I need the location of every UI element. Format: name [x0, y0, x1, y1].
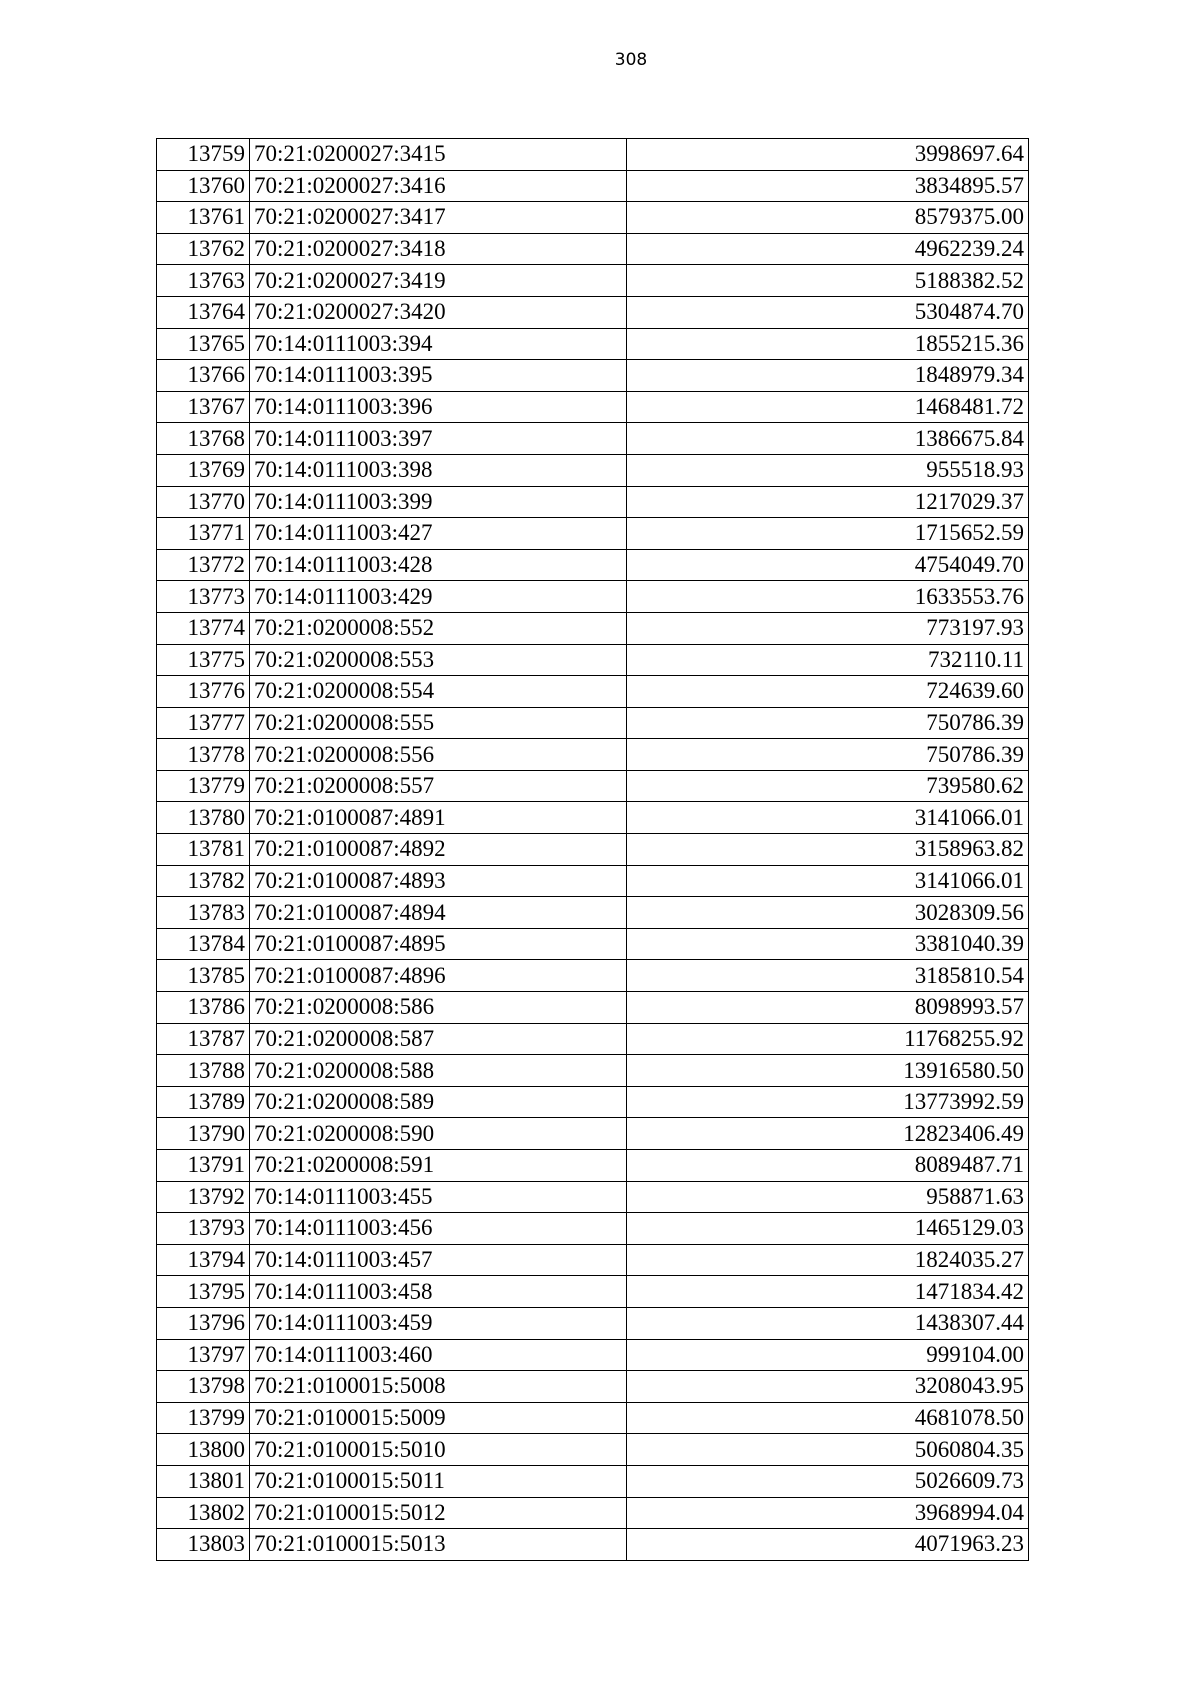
value-cell: 3834895.57 [627, 170, 1029, 202]
row-number-cell: 13776 [157, 676, 250, 708]
cadastral-number-cell: 70:14:0111003:399 [250, 486, 627, 518]
value-cell: 3208043.95 [627, 1371, 1029, 1403]
row-number-cell: 13793 [157, 1213, 250, 1245]
table-row [157, 1465, 1029, 1497]
cadastral-number-cell: 70:14:0111003:394 [250, 328, 627, 360]
cadastral-number-cell: 70:21:0200027:3420 [250, 296, 627, 328]
row-number-cell: 13785 [157, 960, 250, 992]
row-number-cell: 13762 [157, 233, 250, 265]
table-row [157, 391, 1029, 423]
cadastral-number-cell: 70:21:0100087:4893 [250, 865, 627, 897]
cadastral-number-cell: 70:21:0200008:556 [250, 739, 627, 771]
value-cell: 1438307.44 [627, 1307, 1029, 1339]
cadastral-number-cell: 70:14:0111003:456 [250, 1213, 627, 1245]
table-row [157, 1118, 1029, 1150]
row-number-cell: 13800 [157, 1434, 250, 1466]
cadastral-number-cell: 70:21:0200027:3416 [250, 170, 627, 202]
row-number-cell: 13766 [157, 360, 250, 392]
value-cell: 958871.63 [627, 1181, 1029, 1213]
table-row [157, 1150, 1029, 1182]
cadastral-number-cell: 70:21:0100015:5011 [250, 1465, 627, 1497]
row-number-cell: 13772 [157, 549, 250, 581]
value-cell: 1386675.84 [627, 423, 1029, 455]
row-number-cell: 13775 [157, 644, 250, 676]
value-cell: 1848979.34 [627, 360, 1029, 392]
row-number-cell: 13771 [157, 518, 250, 550]
row-number-cell: 13777 [157, 707, 250, 739]
cadastral-number-cell: 70:21:0200008:554 [250, 676, 627, 708]
row-number-cell: 13794 [157, 1244, 250, 1276]
row-number-cell: 13773 [157, 581, 250, 613]
table-row [157, 1497, 1029, 1529]
row-number-cell: 13770 [157, 486, 250, 518]
cadastral-number-cell: 70:14:0111003:458 [250, 1276, 627, 1308]
table-row [157, 139, 1029, 171]
value-cell: 750786.39 [627, 707, 1029, 739]
table-row [157, 1086, 1029, 1118]
table-row [157, 423, 1029, 455]
table-row [157, 770, 1029, 802]
cadastral-number-cell: 70:21:0200008:555 [250, 707, 627, 739]
value-cell: 12823406.49 [627, 1118, 1029, 1150]
value-cell: 724639.60 [627, 676, 1029, 708]
row-number-cell: 13790 [157, 1118, 250, 1150]
cadastral-number-cell: 70:21:0100015:5009 [250, 1402, 627, 1434]
data-table [156, 138, 1029, 1561]
table-row [157, 928, 1029, 960]
cadastral-number-cell: 70:21:0200008:589 [250, 1086, 627, 1118]
row-number-cell: 13779 [157, 770, 250, 802]
table-row [157, 1023, 1029, 1055]
row-number-cell: 13783 [157, 897, 250, 929]
cadastral-number-cell: 70:21:0200008:587 [250, 1023, 627, 1055]
value-cell: 13916580.50 [627, 1055, 1029, 1087]
table-row [157, 1402, 1029, 1434]
value-cell: 3141066.01 [627, 802, 1029, 834]
value-cell: 773197.93 [627, 612, 1029, 644]
table-row [157, 676, 1029, 708]
value-cell: 1715652.59 [627, 518, 1029, 550]
table-row [157, 1244, 1029, 1276]
row-number-cell: 13778 [157, 739, 250, 771]
table-row [157, 1371, 1029, 1403]
table-row [157, 296, 1029, 328]
row-number-cell: 13792 [157, 1181, 250, 1213]
table-row [157, 486, 1029, 518]
row-number-cell: 13760 [157, 170, 250, 202]
table-row [157, 1213, 1029, 1245]
cadastral-number-cell: 70:21:0200027:3417 [250, 202, 627, 234]
table-row [157, 265, 1029, 297]
value-cell: 8579375.00 [627, 202, 1029, 234]
row-number-cell: 13768 [157, 423, 250, 455]
row-number-cell: 13761 [157, 202, 250, 234]
row-number-cell: 13803 [157, 1529, 250, 1561]
table-row [157, 1339, 1029, 1371]
row-number-cell: 13801 [157, 1465, 250, 1497]
row-number-cell: 13780 [157, 802, 250, 834]
table-row [157, 897, 1029, 929]
cadastral-number-cell: 70:21:0200008:552 [250, 612, 627, 644]
value-cell: 8089487.71 [627, 1150, 1029, 1182]
value-cell: 11768255.92 [627, 1023, 1029, 1055]
value-cell: 4754049.70 [627, 549, 1029, 581]
row-number-cell: 13763 [157, 265, 250, 297]
table-row [157, 802, 1029, 834]
table-row [157, 328, 1029, 360]
value-cell: 750786.39 [627, 739, 1029, 771]
cadastral-number-cell: 70:21:0100015:5010 [250, 1434, 627, 1466]
value-cell: 5026609.73 [627, 1465, 1029, 1497]
table-row [157, 581, 1029, 613]
cadastral-number-cell: 70:14:0111003:457 [250, 1244, 627, 1276]
cadastral-number-cell: 70:14:0111003:398 [250, 454, 627, 486]
value-cell: 1468481.72 [627, 391, 1029, 423]
table-row [157, 834, 1029, 866]
row-number-cell: 13798 [157, 1371, 250, 1403]
row-number-cell: 13799 [157, 1402, 250, 1434]
table-row [157, 1434, 1029, 1466]
cadastral-number-cell: 70:14:0111003:397 [250, 423, 627, 455]
value-cell: 999104.00 [627, 1339, 1029, 1371]
row-number-cell: 13784 [157, 928, 250, 960]
cadastral-number-cell: 70:21:0200008:586 [250, 992, 627, 1024]
cadastral-number-cell: 70:14:0111003:395 [250, 360, 627, 392]
value-cell: 1471834.42 [627, 1276, 1029, 1308]
table-row [157, 1529, 1029, 1561]
table-row [157, 233, 1029, 265]
row-number-cell: 13769 [157, 454, 250, 486]
table-row [157, 960, 1029, 992]
row-number-cell: 13796 [157, 1307, 250, 1339]
table-row [157, 360, 1029, 392]
value-cell: 8098993.57 [627, 992, 1029, 1024]
row-number-cell: 13767 [157, 391, 250, 423]
table-row [157, 170, 1029, 202]
value-cell: 3381040.39 [627, 928, 1029, 960]
value-cell: 4071963.23 [627, 1529, 1029, 1561]
value-cell: 3185810.54 [627, 960, 1029, 992]
table-row [157, 202, 1029, 234]
row-number-cell: 13781 [157, 834, 250, 866]
cadastral-number-cell: 70:21:0200008:557 [250, 770, 627, 802]
value-cell: 5188382.52 [627, 265, 1029, 297]
table-row [157, 612, 1029, 644]
cadastral-number-cell: 70:21:0100087:4895 [250, 928, 627, 960]
row-number-cell: 13774 [157, 612, 250, 644]
cadastral-number-cell: 70:21:0100087:4891 [250, 802, 627, 834]
value-cell: 4962239.24 [627, 233, 1029, 265]
value-cell: 732110.11 [627, 644, 1029, 676]
value-cell: 3998697.64 [627, 139, 1029, 171]
cadastral-number-cell: 70:21:0200008:590 [250, 1118, 627, 1150]
row-number-cell: 13788 [157, 1055, 250, 1087]
value-cell: 1855215.36 [627, 328, 1029, 360]
row-number-cell: 13786 [157, 992, 250, 1024]
row-number-cell: 13789 [157, 1086, 250, 1118]
value-cell: 1465129.03 [627, 1213, 1029, 1245]
row-number-cell: 13759 [157, 139, 250, 171]
row-number-cell: 13787 [157, 1023, 250, 1055]
cadastral-number-cell: 70:14:0111003:428 [250, 549, 627, 581]
value-cell: 739580.62 [627, 770, 1029, 802]
value-cell: 3028309.56 [627, 897, 1029, 929]
table-body [157, 139, 1029, 1561]
table-row [157, 865, 1029, 897]
value-cell: 5304874.70 [627, 296, 1029, 328]
table-row [157, 1055, 1029, 1087]
cadastral-number-cell: 70:14:0111003:459 [250, 1307, 627, 1339]
cadastral-number-cell: 70:21:0100015:5013 [250, 1529, 627, 1561]
value-cell: 13773992.59 [627, 1086, 1029, 1118]
cadastral-number-cell: 70:21:0200027:3418 [250, 233, 627, 265]
table-row [157, 454, 1029, 486]
value-cell: 5060804.35 [627, 1434, 1029, 1466]
row-number-cell: 13795 [157, 1276, 250, 1308]
cadastral-number-cell: 70:14:0111003:427 [250, 518, 627, 550]
value-cell: 3968994.04 [627, 1497, 1029, 1529]
cadastral-number-cell: 70:21:0100087:4896 [250, 960, 627, 992]
table-row [157, 992, 1029, 1024]
row-number-cell: 13791 [157, 1150, 250, 1182]
table-row [157, 1181, 1029, 1213]
cadastral-number-cell: 70:21:0100015:5008 [250, 1371, 627, 1403]
value-cell: 955518.93 [627, 454, 1029, 486]
value-cell: 1217029.37 [627, 486, 1029, 518]
value-cell: 3141066.01 [627, 865, 1029, 897]
value-cell: 3158963.82 [627, 834, 1029, 866]
row-number-cell: 13797 [157, 1339, 250, 1371]
table-row [157, 707, 1029, 739]
row-number-cell: 13782 [157, 865, 250, 897]
cadastral-number-cell: 70:14:0111003:455 [250, 1181, 627, 1213]
table-row [157, 739, 1029, 771]
cadastral-number-cell: 70:21:0100087:4892 [250, 834, 627, 866]
cadastral-number-cell: 70:21:0200008:553 [250, 644, 627, 676]
cadastral-number-cell: 70:21:0100015:5012 [250, 1497, 627, 1529]
row-number-cell: 13764 [157, 296, 250, 328]
table-row [157, 1276, 1029, 1308]
cadastral-number-cell: 70:21:0200008:591 [250, 1150, 627, 1182]
cadastral-number-cell: 70:21:0200027:3419 [250, 265, 627, 297]
row-number-cell: 13765 [157, 328, 250, 360]
value-cell: 1824035.27 [627, 1244, 1029, 1276]
cadastral-number-cell: 70:14:0111003:429 [250, 581, 627, 613]
row-number-cell: 13802 [157, 1497, 250, 1529]
table-row [157, 518, 1029, 550]
table-row [157, 644, 1029, 676]
value-cell: 4681078.50 [627, 1402, 1029, 1434]
value-cell: 1633553.76 [627, 581, 1029, 613]
page-number: 308 [614, 50, 648, 70]
cadastral-number-cell: 70:21:0200027:3415 [250, 139, 627, 171]
table-row [157, 1307, 1029, 1339]
cadastral-number-cell: 70:21:0100087:4894 [250, 897, 627, 929]
cadastral-number-cell: 70:14:0111003:460 [250, 1339, 627, 1371]
cadastral-number-cell: 70:21:0200008:588 [250, 1055, 627, 1087]
table-row [157, 549, 1029, 581]
cadastral-number-cell: 70:14:0111003:396 [250, 391, 627, 423]
